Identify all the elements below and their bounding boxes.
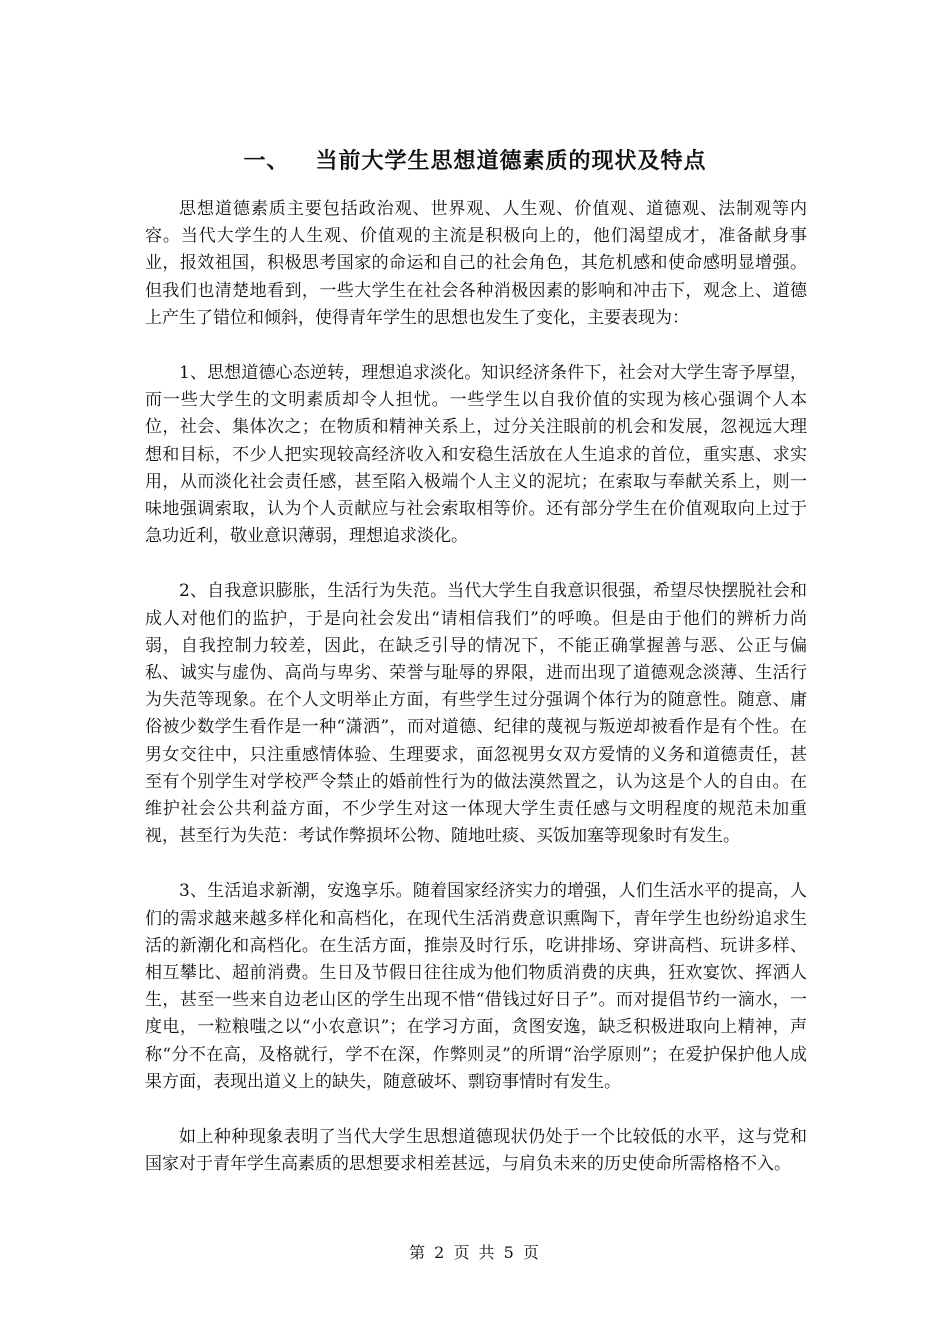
paragraph-point-2: 2、自我意识膨胀，生活行为失范。当代大学生自我意识很强，希望尽快摆脱社会和成人对他们的监护，于是向社会发出“请相信我们”的呼唤。但是由于他们的辨析力尚弱，自我控制力较差，因此，在缺乏引导的情况下，不能正确掌握善与恶、公正与偏私、诚实与虚伪、高尚与卑劣、荣誉与耻辱的界限，进而出现了道德观念淡薄、生活行为失范等现象。在个人文明举止方面，有些学生过分强调个体行为的随意性。随意、庸俗被少数学生看作是一种“潇洒”，而对道德、纪律的蔑视与叛逆却被看作是有个性。在男女交往中，只注重感情体验、生理要求，面忽视男女双方爱情的义务和道德责任，甚至有个别学生对学校严令禁止的婚前性行为的做法漠然置之，认为这是个人的自由。在维护社会公共利益方面，不少学生对这一体现大学生责任感与文明程度的规范未加重视，甚至行为失范：考试作弊损坏公物、随地吐痰、买饭加塞等现象时有发生。 xyxy=(145,581,807,847)
section-number: 一、 xyxy=(243,149,290,174)
paragraph-point-3: 3、生活追求新潮，安逸享乐。随着国家经济实力的增强，人们生活水平的提高，人们的需求越来越多样化和高档化，在现代生活消费意识熏陶下，青年学生也纷纷追求生活的新潮化和高档化。在生活方面，推崇及时行乐，吃讲排场、穿讲高档、玩讲多样、相互攀比、超前消费。生日及节假日往往成为他们物质消费的庆典，狂欢宴饮、挥洒人生，甚至一些来自边老山区的学生出现不惜“借钱过好日子”。而对提倡节约一滴水，一度电，一粒粮嗤之以“小农意识”；在学习方面，贪图安逸，缺乏积极进取向上精神，声称“分不在高，及格就行，学不在深，作弊则灵”的所谓“治学原则”；在爱护保护他人成果方面，表现出道义上的缺失，随意破坏、剽窃事情时有发生。 xyxy=(145,881,807,1092)
paragraph-conclusion: 如上种种现象表明了当代大学生思想道德现状仍处于一个比较低的水平，这与党和国家对于青年学生高素质的思想要求相差甚远，与肩负未来的历史使命所需格格不入。 xyxy=(145,1127,807,1175)
paragraph-point-1: 1、思想道德心态逆转，理想追求淡化。知识经济条件下，社会对大学生寄予厚望，而一些大学生的文明素质却令人担忧。一些学生以自我价值的实现为核心强调个人本位，社会、集体次之；在物质和精神关系上，过分关注眼前的机会和发展，忽视远大理想和目标，不少人把实现较高经济收入和安稳生活放在人生追求的首位，重实惠、求实用，从而淡化社会责任感，甚至陷入极端个人主义的泥坑；在索取与奉献关系上，则一味地强调索取，认为个人贡献应与社会索取相等价。还有部分学生在价值观取向上过于急功近利，敬业意识薄弱，理想追求淡化。 xyxy=(145,363,807,547)
paragraph-intro: 思想道德素质主要包括政治观、世界观、人生观、价值观、道德观、法制观等内容。当代大学生的人生观、价值观的主流是积极向上的，他们渴望成才，准备献身事业，报效祖国，积极思考国家的命运和自己的社会角色，其危机感和使命感明显增强。但我们也清楚地看到，一些大学生在社会各种消极因素的影响和冲击下，观念上、道德上产生了错位和倾斜，使得青年学生的思想也发生了变化，主要表现为： xyxy=(145,199,807,328)
section-title: 当前大学生思想道德素质的现状及特点 xyxy=(315,149,707,174)
body-text xyxy=(145,196,807,1207)
section-heading xyxy=(0,146,950,178)
page-number-footer: 第 2 页 共 5 页 xyxy=(409,1243,541,1262)
